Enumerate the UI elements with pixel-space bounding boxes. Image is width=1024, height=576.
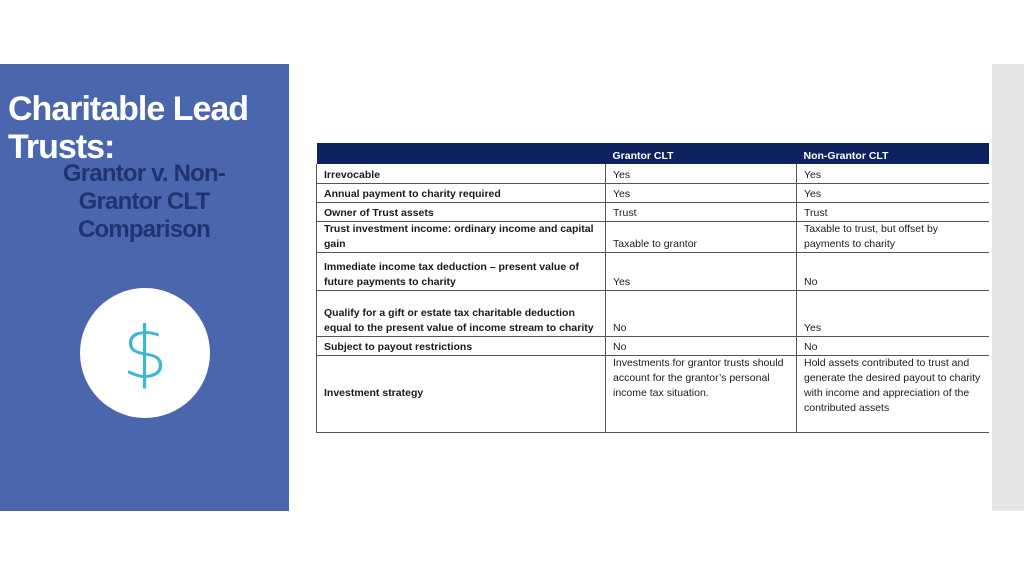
table-row [317,202,989,221]
header-cell-label [317,143,606,164]
table-row [317,164,989,183]
grantor-cell: Trust [606,202,797,221]
table-header-row [317,143,989,164]
grantor-cell: Yes [606,252,797,290]
header-cell-non-grantor: Non-Grantor CLT [797,143,989,164]
grantor-cell: Yes [606,183,797,202]
non-grantor-cell: Yes [797,164,989,183]
grantor-cell: Taxable to grantor [606,221,797,252]
grantor-cell: No [606,336,797,355]
table-row [317,355,989,432]
header-cell-grantor: Grantor CLT [606,143,797,164]
non-grantor-cell: Trust [797,202,989,221]
row-label: Owner of Trust assets [317,202,606,221]
comparison-table [316,143,989,433]
non-grantor-cell: Hold assets contributed to trust and generate the desired payout to charity with income and appreciation of the contributed assets [797,355,989,432]
row-label: Qualify for a gift or estate tax charitable deduction equal to the present value of income stream to charity [317,290,606,336]
icon-circle [80,288,210,418]
row-label: Annual payment to charity required [317,183,606,202]
row-label: Trust investment income: ordinary income and capital gain [317,221,606,252]
slide-subtitle: Grantor v. Non-Grantor CLT Comparison [62,160,226,243]
table-row [317,183,989,202]
grantor-cell: No [606,290,797,336]
table-row [317,336,989,355]
dollar-icon: $ [122,311,168,395]
non-grantor-cell: Yes [797,290,989,336]
grantor-cell: Investments for grantor trusts should account for the grantor’s personal income tax situation. [606,355,797,432]
table-row [317,290,989,336]
row-label: Subject to payout restrictions [317,336,606,355]
non-grantor-cell: No [797,336,989,355]
right-band [992,64,1024,511]
row-label: Investment strategy [317,355,606,432]
table-row [317,221,989,252]
non-grantor-cell: Taxable to trust, but offset by payments to charity [797,221,989,252]
slide-title: Charitable Lead Trusts: [8,90,249,166]
table-row [317,252,989,290]
grantor-cell: Yes [606,164,797,183]
row-label: Irrevocable [317,164,606,183]
row-label: Immediate income tax deduction – present value of future payments to charity [317,252,606,290]
non-grantor-cell: No [797,252,989,290]
non-grantor-cell: Yes [797,183,989,202]
